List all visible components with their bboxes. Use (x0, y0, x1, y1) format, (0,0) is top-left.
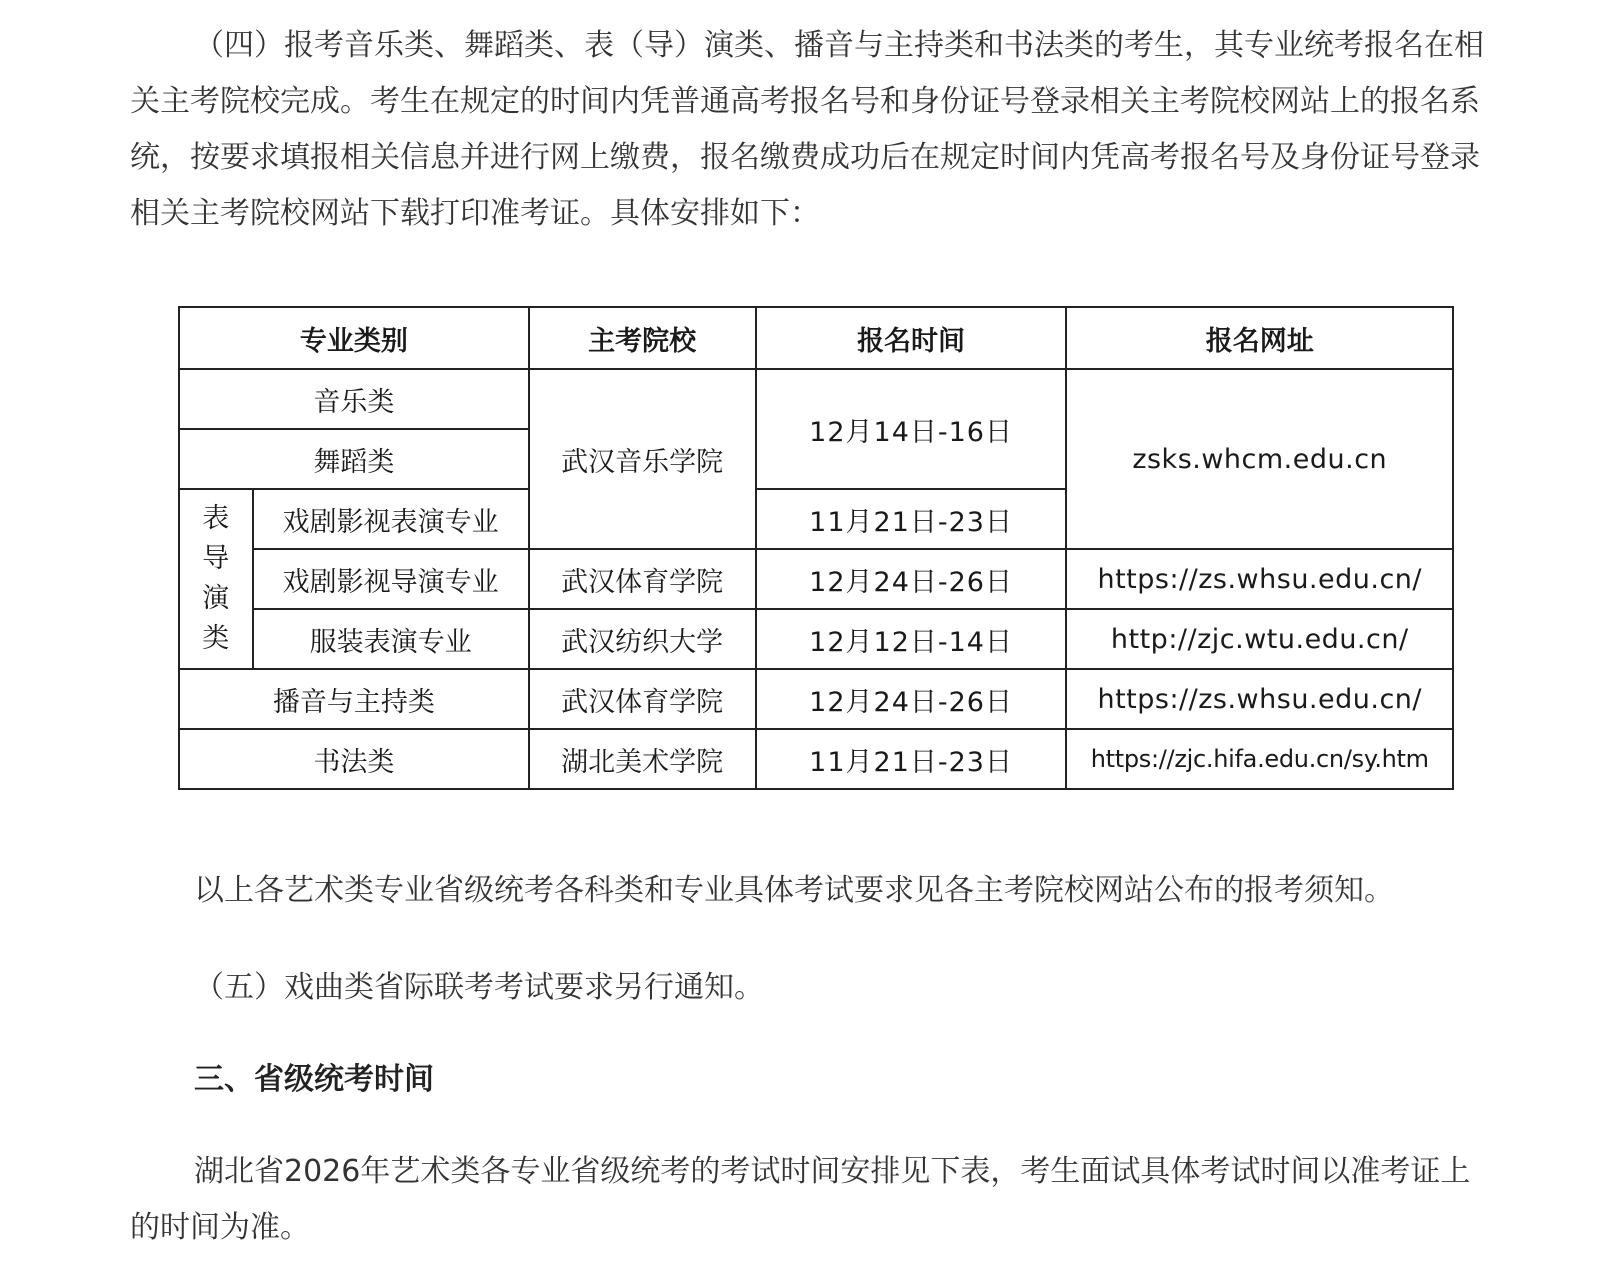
time-cell: 12月12日-14日 (756, 609, 1067, 669)
school-cell: 湖北美术学院 (529, 729, 756, 789)
table-row (179, 369, 1453, 429)
url-cell: http://zjc.wtu.edu.cn/ (1066, 609, 1453, 669)
url-cell: https://zs.whsu.edu.cn/ (1066, 669, 1453, 729)
note-paragraph: 以上各艺术类专业省级统考各科类和专业具体考试要求见各主考院校网站公布的报考须知。 (194, 873, 1394, 908)
registration-schedule-table (178, 306, 1454, 790)
table-row (179, 729, 1453, 789)
header-school: 主考院校 (529, 307, 756, 369)
time-cell: 11月21日-23日 (756, 729, 1067, 789)
category-cell: 书法类 (179, 729, 529, 789)
school-cell: 武汉体育学院 (529, 549, 756, 609)
school-cell: 武汉音乐学院 (529, 369, 756, 549)
table-row (179, 549, 1453, 609)
school-cell: 武汉体育学院 (529, 669, 756, 729)
table-row (179, 609, 1453, 669)
url-cell: https://zs.whsu.edu.cn/ (1066, 549, 1453, 609)
category-cell: 戏剧影视表演专业 (253, 489, 529, 549)
table-row (179, 669, 1453, 729)
group-label: 表导演类 (202, 503, 230, 654)
category-cell: 播音与主持类 (179, 669, 529, 729)
category-cell: 服装表演专业 (253, 609, 529, 669)
header-url: 报名网址 (1066, 307, 1453, 369)
url-cell: https://zjc.hifa.edu.cn/sy.htm (1066, 729, 1453, 789)
time-cell: 12月24日-26日 (756, 549, 1067, 609)
time-cell: 11月21日-23日 (756, 489, 1067, 549)
time-cell: 12月24日-26日 (756, 669, 1067, 729)
category-cell: 舞蹈类 (179, 429, 529, 489)
header-category: 专业类别 (179, 307, 529, 369)
group-label-cell (179, 489, 253, 669)
section-heading: 三、省级统考时间 (194, 1062, 434, 1097)
table-header-row (179, 307, 1453, 369)
intro-paragraph: （四）报考音乐类、舞蹈类、表（导）演类、播音与主持类和书法类的考生，其专业统考报名在相关主考院校完成。考生在规定的时间内凭普通高考报名号和身份证号登录相关主考院校网站上的报名系统，按要求填报相关信息并进行网上缴费，报名缴费成功后在规定时间内凭高考报名号及身份证号登录相关主考院校网站下载打印准考证。具体安排如下： (130, 28, 1484, 231)
time-cell: 12月14日-16日 (756, 369, 1067, 489)
url-cell: zsks.whcm.edu.cn (1066, 369, 1453, 549)
category-cell: 音乐类 (179, 369, 529, 429)
opera-note-paragraph: （五）戏曲类省际联考考试要求另行通知。 (194, 970, 764, 1005)
exam-time-paragraph: 湖北省2026年艺术类各专业省级统考的考试时间安排见下表，考生面试具体考试时间以准考证上的时间为准。 (130, 1154, 1471, 1245)
school-cell: 武汉纺织大学 (529, 609, 756, 669)
category-cell: 戏剧影视导演专业 (253, 549, 529, 609)
header-time: 报名时间 (756, 307, 1067, 369)
